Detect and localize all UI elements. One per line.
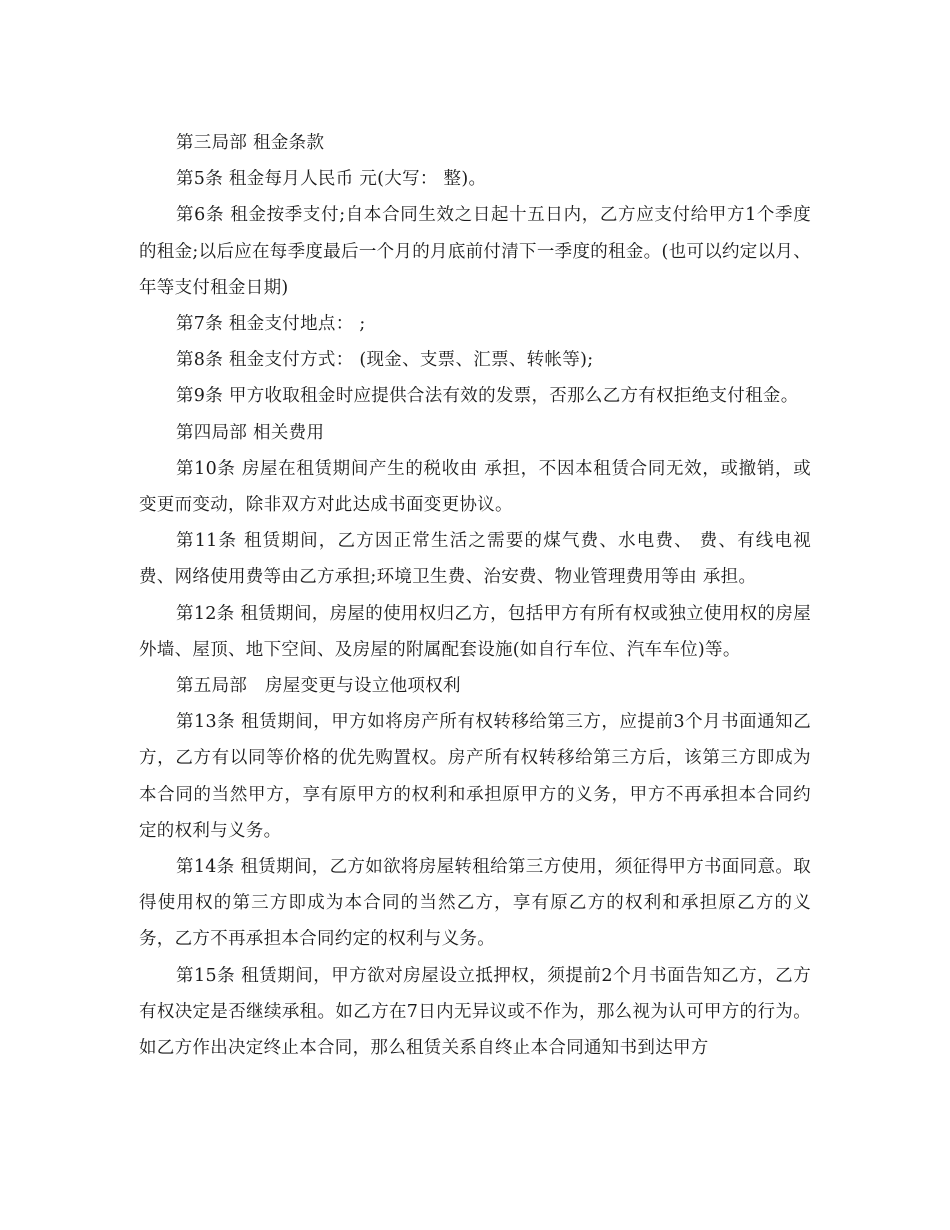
section-heading-3: 第三局部 租金条款 [176, 133, 325, 153]
article-8: 第8条 租金支付方式： (现金、支票、汇票、转帐等); [176, 350, 594, 371]
article-10: 第10条 房屋在租赁期间产生的税收由 承担，不因本租赁合同无效，或撤销，或变更而变动，除非双方对此达成书面变更协议。 [139, 458, 811, 516]
article-7: 第7条 租金支付地点： ; [176, 314, 366, 335]
article-5: 第5条 租金每月人民币 元(大写： 整)。 [176, 169, 487, 190]
article-14: 第14条 租赁期间，乙方如欲将房屋转租给第三方使用，须征得甲方书面同意。取得使用权的第三方即成为本合同的当然乙方，享有原乙方的权利和承担原乙方的义务，乙方不再承担本合同约定的权利与义务。 [139, 857, 811, 950]
article-13: 第13条 租赁期间，甲方如将房产所有权转移给第三方，应提前3个月书面通知乙方，乙方有以同等价格的优先购置权。房产所有权转移给第三方后，该第三方即成为本合同的当然甲方，享有原甲方的权利和承担原甲方的义务，甲方不再承担本合同约定的权利与义务。 [139, 712, 811, 841]
article-9: 第9条 甲方收取租金时应提供合法有效的发票，否那么乙方有权拒绝支付租金。 [176, 386, 799, 407]
document-body [139, 125, 811, 1066]
article-12: 第12条 租赁期间，房屋的使用权归乙方，包括甲方有所有权或独立使用权的房屋外墙、屋顶、地下空间、及房屋的附属配套设施(如自行车位、汽车车位)等。 [139, 603, 811, 660]
article-6: 第6条 租金按季支付;自本合同生效之日起十五日内，乙方应支付给甲方1个季度的租金;以后应在每季度最后一个月的月底前付清下一季度的租金。(也可以约定以月、年等支付租金日期) [139, 205, 811, 298]
article-15: 第15条 租赁期间，甲方欲对房屋设立抵押权，须提前2个月书面告知乙方，乙方有权决定是否继续承租。如乙方在7日内无异议或不作为，那么视为认可甲方的行为。如乙方作出决定终止本合同，那么租赁关系自终止本合同通知书到达甲方 [139, 965, 811, 1059]
article-11: 第11条 租赁期间，乙方因正常生活之需要的煤气费、水电费、 费、有线电视费、网络使用费等由乙方承担;环境卫生费、治安费、物业管理费用等由 承担。 [139, 531, 811, 588]
section-heading-5: 第五局部 房屋变更与设立他项权利 [176, 676, 461, 697]
section-heading-4: 第四局部 相关费用 [176, 422, 325, 443]
